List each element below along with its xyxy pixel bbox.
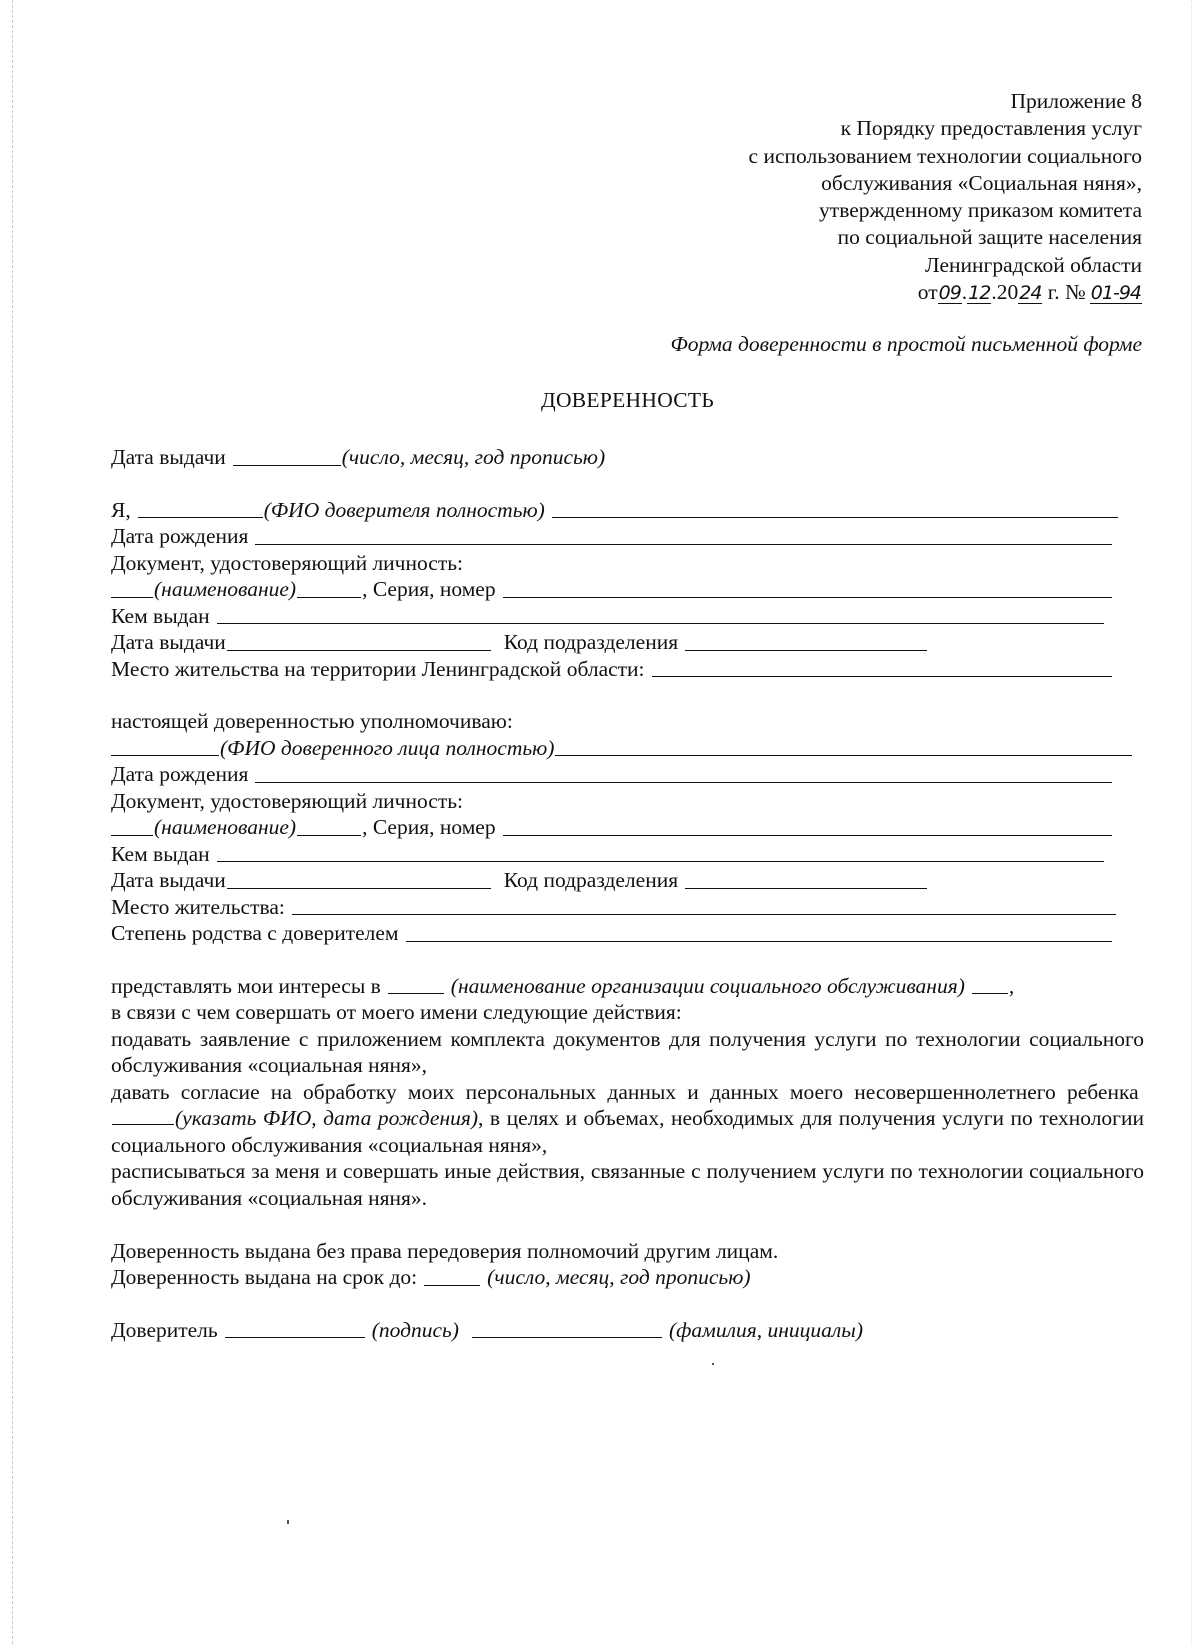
header-line-2: к Порядку предоставления услуг	[840, 116, 1142, 141]
agent-issue-date-label: Дата выдачи	[111, 868, 226, 892]
principal-residence-label: Место жительства на территории Ленинградской области:	[111, 656, 645, 681]
principal-prefix: Я,	[111, 497, 131, 522]
power-consent-text-b: , в целях и объемах, необходимых для получения услуги по технологии социального обслуживания «социальная няня»,	[111, 1106, 1145, 1157]
authorize-text: настоящей доверенностью уполномочиваю:	[111, 709, 513, 733]
order-date-year-prefix: 20	[996, 280, 1019, 305]
header-line-3: с использованием технологии социального	[748, 143, 1142, 168]
power-submit-application: подавать заявление с приложением комплекта документов для получения услуги по технологии социального обслуживания «социальная няня»,	[111, 1026, 1144, 1078]
header-line-5: утвержденному приказом комитета	[819, 198, 1142, 223]
agent-kinship-row	[111, 920, 1144, 947]
signature-name-hint: (фамилия, инициалы)	[668, 1317, 863, 1342]
principal-doc-label: Документ, удостоверяющий личность:	[111, 550, 463, 575]
power-consent-text-a: давать согласие на обработку моих персональных данных и данных моего несовершеннолетнего ребенка	[111, 1079, 1139, 1104]
order-date-line: от09.12.2024 г. № 01-94	[917, 280, 1141, 305]
principal-doc-row	[111, 550, 1144, 577]
agent-doc-name-row	[111, 814, 1144, 841]
represent-org-hint: (наименование организации социального обслуживания)	[450, 973, 965, 998]
agent-doc-row	[111, 788, 1144, 815]
principal-birth-blank[interactable]	[255, 525, 1112, 545]
agent-issued-by-blank[interactable]	[217, 842, 1104, 862]
issue-date-blank[interactable]	[233, 446, 341, 466]
child-name-blank[interactable]	[112, 1106, 174, 1125]
agent-kinship-label: Степень родства с доверителем	[111, 921, 399, 945]
signature-hint: (подпись)	[371, 1317, 459, 1342]
represent-blank-pre[interactable]	[388, 974, 444, 994]
principal-residence-blank[interactable]	[652, 657, 1112, 677]
agent-residence-blank[interactable]	[292, 895, 1116, 915]
authorize-row	[111, 708, 1144, 735]
agent-issued-by-label: Кем выдан	[111, 841, 210, 866]
principal-birth-row	[111, 523, 1144, 550]
principal-doc-name-blank-post[interactable]	[297, 578, 361, 598]
principal-issued-by-label: Кем выдан	[111, 603, 210, 628]
term-hint: (число, месяц, год прописью)	[487, 1265, 751, 1290]
principal-issue-date-label: Дата выдачи	[111, 630, 226, 654]
agent-name-row	[111, 735, 1144, 762]
form-title: Форма доверенности в простой письменной форме	[670, 332, 1142, 356]
principal-issue-date-blank[interactable]	[227, 631, 491, 651]
order-date-prefix: от	[917, 280, 938, 305]
issue-date-hint: (число, месяц, год прописью)	[341, 445, 606, 469]
principal-series-label: , Серия, номер	[362, 577, 496, 601]
represent-prefix: представлять мои интересы в	[111, 973, 381, 998]
actions-intro-row	[111, 999, 1144, 1026]
no-redelegation-row	[111, 1238, 1144, 1265]
power-sign-actions: расписываться за меня и совершать иные действия, связанные с получением услуги по технологии социального обслуживания «социальная няня».	[111, 1159, 1144, 1211]
document-title: ДОВЕРЕННОСТЬ	[540, 388, 715, 412]
represent-blank-post[interactable]	[972, 974, 1008, 994]
signature-row	[111, 1317, 1144, 1344]
principal-birth-label: Дата рождения	[111, 524, 249, 548]
order-date-month: 12	[968, 282, 991, 305]
agent-kinship-blank[interactable]	[406, 922, 1112, 942]
principal-name-row	[111, 497, 1144, 524]
agent-issue-date-row	[111, 867, 1144, 894]
principal-series-blank[interactable]	[503, 578, 1112, 598]
principal-doc-name-hint: (наименование)	[154, 577, 297, 601]
scan-speck	[287, 1520, 289, 1524]
agent-doc-name-hint: (наименование)	[154, 815, 297, 839]
represent-suffix: ,	[1008, 973, 1015, 998]
power-consent-data	[111, 1079, 1144, 1159]
order-date-year-suffix: 24	[1019, 282, 1042, 305]
agent-name-blank-pre[interactable]	[111, 736, 219, 756]
agent-birth-row	[111, 761, 1144, 788]
signature-label: Доверитель	[111, 1317, 218, 1342]
agent-birth-blank[interactable]	[255, 763, 1112, 783]
signature-blank[interactable]	[225, 1318, 365, 1338]
principal-issued-by-blank[interactable]	[217, 604, 1104, 624]
principal-issue-date-row	[111, 629, 1144, 656]
order-date-day: 09	[938, 282, 961, 305]
scan-edge-right	[1191, 0, 1192, 1644]
appendix-header	[622, 88, 1142, 306]
agent-residence-label: Место жительства:	[111, 894, 285, 919]
principal-doc-name-blank-pre[interactable]	[111, 578, 153, 598]
principal-division-label: Код подразделения	[503, 630, 679, 654]
header-line-1: Приложение 8	[1010, 89, 1142, 113]
principal-name-blank[interactable]	[552, 498, 1118, 518]
issue-date-label: Дата выдачи	[111, 445, 226, 469]
header-line-4: обслуживания «Социальная няня»,	[821, 170, 1142, 195]
principal-name-blank-short[interactable]	[138, 498, 263, 518]
principal-issued-by-row	[111, 603, 1144, 630]
agent-doc-name-blank-post[interactable]	[297, 816, 361, 836]
agent-issued-by-row	[111, 841, 1144, 868]
issue-date-row	[111, 444, 1144, 471]
agent-series-label: , Серия, номер	[362, 815, 496, 839]
header-line-7: Ленинградской области	[925, 252, 1142, 277]
child-name-hint: (указать ФИО, дата рождения)	[175, 1106, 479, 1131]
principal-name-hint: (ФИО доверителя полностью)	[263, 497, 545, 522]
actions-intro: в связи с чем совершать от моего имени следующие действия:	[111, 1000, 682, 1024]
principal-doc-name-row	[111, 576, 1144, 603]
scan-speck	[712, 1363, 714, 1365]
agent-division-label: Код подразделения	[503, 868, 679, 892]
order-number-value: 01-94	[1090, 282, 1141, 305]
form-body	[111, 444, 1144, 1343]
term-row	[111, 1264, 1144, 1291]
term-blank[interactable]	[424, 1266, 480, 1286]
agent-residence-row	[111, 894, 1144, 921]
agent-doc-name-blank-pre[interactable]	[111, 816, 153, 836]
agent-name-hint: (ФИО доверенного лица полностью)	[220, 735, 555, 760]
principal-residence-row	[111, 656, 1144, 683]
agent-division-blank[interactable]	[685, 869, 927, 889]
order-number-prefix: г. №	[1047, 280, 1086, 305]
agent-name-blank[interactable]	[555, 736, 1132, 756]
represent-row	[111, 973, 1144, 1000]
no-redelegation-text: Доверенность выдана без права передоверия полномочий другим лицам.	[111, 1238, 779, 1263]
header-line-6: по социальной защите населения	[837, 225, 1142, 250]
term-label: Доверенность выдана на срок до:	[111, 1265, 418, 1290]
agent-series-blank[interactable]	[503, 816, 1112, 836]
scan-edge-left	[12, 0, 13, 1644]
signature-name-blank[interactable]	[472, 1318, 662, 1338]
agent-birth-label: Дата рождения	[111, 762, 249, 786]
agent-doc-label: Документ, удостоверяющий личность:	[111, 788, 463, 813]
agent-issue-date-blank[interactable]	[227, 869, 491, 889]
principal-division-blank[interactable]	[685, 631, 927, 651]
